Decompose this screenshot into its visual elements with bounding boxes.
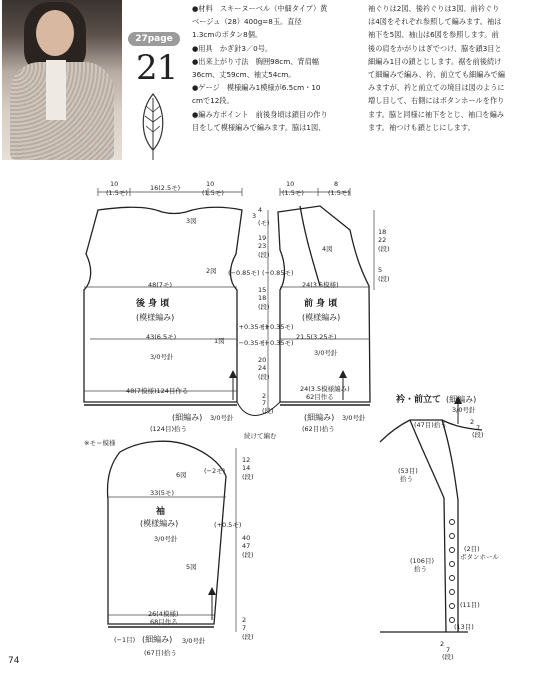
instructions-col2: 袖ぐりは2図、後衿ぐりは3図、前衿ぐり は4図をそれぞれ参照して編みます。袖は 袖下を5図、袖山は6図を参照します。前 後の肩をかがりはぎでつけ、脇を鎖3目と 細編み1目の鎖とじします。裾を前後続け て細編みで編み、衿、前立ても細編みで編 みますが、衿と前立ての境目は図のように 増し目して、右側にはボタンホールを作り ます。脇と同様に袖下をとじ、袖口を編み ます。袖つけも鎖とじにします。 [368, 4, 505, 132]
sleeve-hook: 3/0号針 [154, 535, 178, 543]
sleeve-top-dec: (−2モ) [204, 467, 226, 475]
sleeve-r-b: 14 [242, 464, 251, 472]
collar-buttonhole: (2目) [464, 545, 480, 553]
front-right-c: (段) [378, 245, 390, 253]
back-shoulder-right: 10 [206, 180, 215, 188]
inc1: (+0.35モ) [236, 323, 268, 331]
collar-rows-a: 2 [470, 418, 475, 426]
front-title: 前 身 頃 [304, 299, 338, 309]
sleeve-r-e: 47 [242, 542, 251, 550]
hem-join: 続けて編む [244, 432, 277, 440]
armhole-c: (段) [258, 251, 270, 259]
front-hem-line1: 24(3.5模様編み) [300, 385, 350, 393]
back-shoulder-left-mo: (1.5モ) [106, 189, 128, 197]
front-subtitle: (模様編み) [302, 313, 341, 322]
front-waist: 21.5(3.25モ) [296, 333, 337, 341]
fig3-label: 3図 [186, 217, 197, 225]
neck-drop-b: 3 [252, 212, 257, 220]
side-b: 18 [258, 294, 267, 302]
sleeve-inc: (+0.5モ) [214, 521, 242, 529]
band-b: 7 [262, 399, 267, 407]
neck-drop-a: 4 [258, 206, 263, 214]
sleeve-r-c: (段) [242, 473, 254, 481]
sleeve-r-i: (段) [242, 633, 254, 641]
back-title: 後 身 頃 [136, 299, 170, 309]
collar-title: 衿・前立て [396, 395, 442, 405]
collar-gap13: (13目) [454, 623, 474, 631]
band-a: 2 [262, 392, 267, 400]
collar-hook: 3/0号針 [452, 406, 476, 414]
page-badge: 27page [128, 32, 180, 46]
front-shoulder-a: 10 [286, 180, 295, 188]
lower-c: (段) [258, 373, 270, 381]
front-neck-a: 8 [334, 180, 339, 188]
sleeve-r-f: (段) [242, 551, 254, 559]
sleeve-title: 袖 [156, 507, 166, 517]
armhole-a: 19 [258, 234, 267, 242]
front-right-d: 5 [378, 266, 383, 274]
instructions-col1: ●材料 スキーヌーベル（中細タイプ）黄 ベージュ（28）400g=8玉。直径 1.3cmのボタン8個。 ●用具 かぎ針3／0号。 ●出来上がり寸法 胸囲98cm、背肩幅 36cm、丈59cm、袖丈54cm。 ●ゲージ 模様編み1模様が6.5cm・10 cmで12段。 ●編み方ポイント 前後身頃は鎖目の作り 目をして模様編みで編みます。脇は1図、 [192, 4, 328, 132]
fig6-label: 6図 [176, 471, 187, 479]
band-c: (段) [262, 407, 274, 415]
front-right-b: 22 [378, 236, 387, 244]
back-shoulder-left: 10 [110, 180, 119, 188]
sleeve-cuff-hook: 3/0号針 [182, 637, 206, 645]
collar-buttonhole2: ボタンホール [460, 553, 499, 561]
front-hem-pick: (62目)拾う [302, 425, 335, 433]
side-a: 15 [258, 286, 267, 294]
collar-title-sub: (細編み) [446, 395, 477, 404]
dec-top: (−0.85モ) [228, 269, 260, 277]
sleeve-cuff-line2: 68目作る [150, 618, 178, 626]
page-number: 74 [8, 656, 20, 666]
neck-drop-c: (モ) [258, 219, 270, 227]
back-hem-pick: (124目)拾う [150, 425, 187, 433]
back-chest: 48(7モ) [148, 281, 172, 289]
back-neck-width: 16(2.5モ) [150, 184, 181, 192]
front-shoulder-b: (1.5モ) [282, 189, 304, 197]
collar-rows-c: (段) [472, 431, 484, 439]
front-right-a: 18 [378, 228, 387, 236]
back-hem-band: (細編み) [172, 413, 203, 422]
collar-bottom-b: 7 [446, 646, 451, 654]
legend-note: ※モ＝模様 [84, 439, 116, 447]
lower-b: 24 [258, 364, 267, 372]
sleeve-cuff-dec: (−1目) [114, 636, 136, 644]
collar-neck-pick: (47目)拾う [414, 421, 447, 429]
sleeve-r-a: 12 [242, 456, 251, 464]
sleeve-cuff-line1: 26(4模様) [148, 610, 179, 618]
dec2: (−0.35モ) [236, 339, 268, 347]
pattern-number: 21 [136, 48, 178, 88]
side-c: (段) [258, 303, 270, 311]
collar-side-pick: (53目) [398, 467, 418, 475]
dec2b: (−0.35モ) [262, 339, 294, 347]
inc1b: (+0.35モ) [262, 323, 294, 331]
fig4-label: 4図 [322, 245, 333, 253]
front-hem-hook: 3/0号針 [342, 414, 366, 422]
sleeve-r-g: 2 [242, 616, 247, 624]
back-shoulder-right-mo: (1.5モ) [202, 189, 224, 197]
sleeve-r-d: 40 [242, 534, 251, 542]
back-hook: 3/0号針 [150, 353, 174, 361]
back-subtitle: (模様編み) [136, 313, 175, 322]
armhole-b: 23 [258, 242, 267, 250]
fig1-label: 1図 [214, 337, 225, 345]
fig2-label: 2図 [206, 267, 217, 275]
back-hem-line: 48(7模様)124目作る [126, 387, 189, 395]
sleeve-r-h: 7 [242, 624, 247, 632]
front-hem-line2: 62目作る [306, 393, 334, 401]
sleeve-cuff-band: (細編み) [142, 635, 173, 644]
front-chest: 24(3.5模様) [302, 281, 339, 289]
front-neck-b: (1.5モ) [328, 189, 350, 197]
front-hem-band: (細編み) [304, 413, 335, 422]
front-right-e: (段) [378, 275, 390, 283]
fig5-label: 5図 [186, 563, 197, 571]
sleeve-subtitle: (模様編み) [140, 519, 179, 528]
collar-side-pick2: 拾う [400, 475, 413, 483]
dec-top2: (−0.85モ) [262, 269, 294, 277]
back-waist: 43(6.5モ) [146, 333, 177, 341]
collar-front-pick2: 拾う [414, 565, 427, 573]
collar-front-pick: (106目) [410, 557, 434, 565]
front-hook: 3/0号針 [314, 349, 338, 357]
sleeve-upper: 33(5モ) [150, 489, 174, 497]
collar-bottom-a: 2 [440, 640, 445, 648]
lower-a: 20 [258, 356, 267, 364]
sleeve-cuff-pick: (67目)拾う [144, 649, 177, 657]
collar-rows-b: 7 [476, 424, 481, 432]
back-hem-hook: 3/0号針 [210, 414, 234, 422]
collar-gap11: (11目) [460, 601, 480, 609]
collar-bottom-c: (段) [442, 653, 454, 661]
